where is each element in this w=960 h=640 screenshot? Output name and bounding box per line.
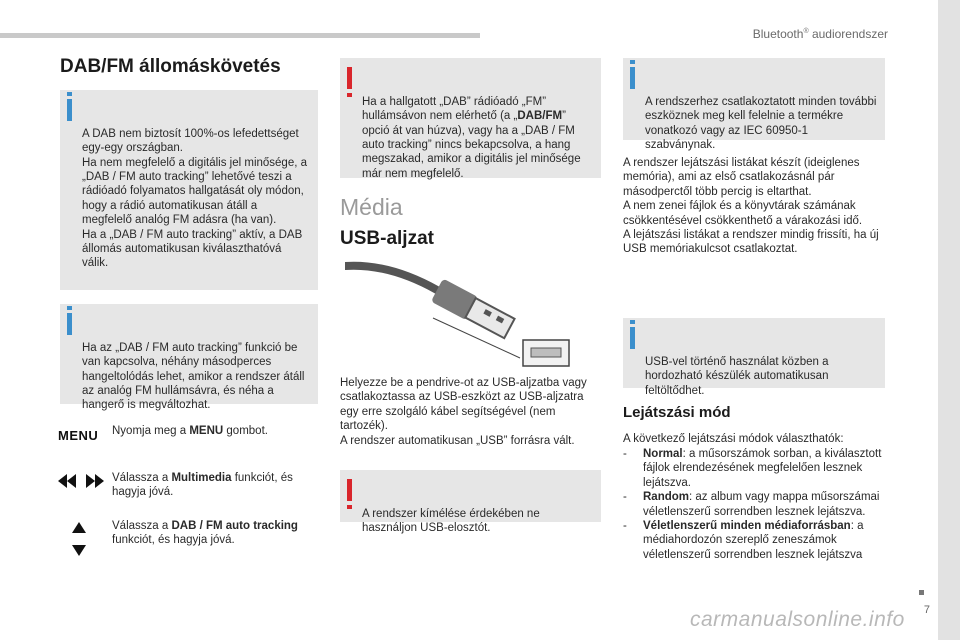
section-heading-dab: DAB/FM állomáskövetés xyxy=(60,56,281,77)
list-item: - Random: az album vagy mappa műsorszámai véletlenszerű sorrendben lesznek lejátszva. xyxy=(623,491,880,518)
page-header-title: Bluetooth® audiorendszer xyxy=(752,27,888,41)
playback-modes-list xyxy=(623,447,885,562)
info-text: Ha az „DAB / FM auto tracking” funkció be van kapcsolva, néhány másodperces hangeltolódás lehet, amikor a rendszer átáll az analóg FM hullámsávra, és néha a hangerő is megváltozhat. xyxy=(82,341,305,412)
side-tab-strip xyxy=(938,0,960,640)
info-text: USB-vel történő használat közben a hordozható készülék automatikusan feltöltődhet. xyxy=(645,355,829,397)
subsection-heading-usb: USB-aljzat xyxy=(340,228,434,249)
playback-modes-intro: A következő lejátszási módok választhatók: xyxy=(623,433,844,445)
usb-instructions: Helyezze be a pendrive-ot az USB-aljzatba vagy csatlakoztassa az USB-eszközt az USB-aljzatra egy erre szolgáló kábel segítségével (nem tartozék). A rendszer automatikusan „USB” forrásra vált. xyxy=(340,377,587,447)
info-icon xyxy=(630,327,635,349)
step-press-menu: Nyomja meg a MENU gombot. xyxy=(112,425,268,437)
info-box-charging xyxy=(623,318,885,397)
warning-text: Ha a hallgatott „DAB” rádióadó „FM” hullámsávon nem elérhető (a „DAB/FM” opció át van húzva), vagy ha a „DAB / FM auto tracking” nincs bekapcsolva, a hang megszakad, amikor a digitális jel minősége már nem megfelelő. xyxy=(362,95,581,180)
page-marker xyxy=(919,590,924,595)
header-rule xyxy=(0,33,480,38)
up-down-arrows-icon xyxy=(72,522,86,556)
step-select-dab-fm: Válassza a DAB / FM auto tracking funkciót, és hagyja jóvá. xyxy=(112,520,298,547)
subsection-heading-playback-mode: Lejátszási mód xyxy=(623,404,731,421)
step-select-multimedia: Válassza a Multimedia funkciót, és hagyja jóvá. xyxy=(112,472,293,499)
warning-box-fm xyxy=(340,58,601,178)
warning-box-usb-hub xyxy=(340,470,601,535)
info-box-dab-coverage xyxy=(60,90,318,290)
list-item: - Normal: a műsorszámok sorban, a kiválasztott fájlok elrendezésének megfelelően lesznek lejátszva. xyxy=(623,448,882,489)
info-icon xyxy=(67,313,72,335)
warning-icon xyxy=(347,479,352,501)
info-box-dab-delay xyxy=(60,304,318,412)
warning-icon xyxy=(347,67,352,89)
warning-text: A rendszer kímélése érdekében ne használjon USB-elosztót. xyxy=(362,507,540,535)
usb-plug-illustration xyxy=(345,258,575,370)
menu-button-icon: MENU xyxy=(58,428,99,443)
info-text: A rendszerhez csatlakoztatott minden további eszköznek meg kell felelnie a termékre vonatkozó vagy az IEC 60950-1 szabványnak. xyxy=(645,95,877,152)
playlist-text: A rendszer lejátszási listákat készít (ideiglenes memória), ami az első csatlakozásnál pár másodperctől több percig is eltarthat. A nem zenei fájlok és a könyvtárak számának csökkentésével csökkenthető a várakozási idő. A lejátszási listákat a rendszer mindig frissíti, ha új USB memóriakulcsot csatlakoztat. xyxy=(623,157,879,256)
info-icon xyxy=(630,67,635,89)
prev-next-arrows-icon xyxy=(58,474,104,488)
info-box-iec xyxy=(623,58,885,152)
section-heading-media: Média xyxy=(340,194,403,220)
info-text: A DAB nem biztosít 100%-os lefedettséget egy-egy országban. Ha nem megfelelő a digitális jel minősége, a „DAB / FM auto tracking” lehetővé teszi a rádióadó folyamatos hallgatását oly módon, hogy a rádió automatikusan átáll a megfelelő analóg FM adásra (ha van). Ha a „DAB / FM auto tracking” aktív, a DAB állomás automatikusan kiválaszthatóvá válik. xyxy=(82,127,308,270)
watermark: carmanualsonline.info xyxy=(690,608,905,631)
list-item: - Véletlenszerű minden médiaforrásban: a médiahordozón szereplő zeneszámok véletlenszerű sorrendben lesznek lejátszva xyxy=(623,520,864,561)
info-icon xyxy=(67,99,72,121)
page-number: 7 xyxy=(923,604,930,616)
